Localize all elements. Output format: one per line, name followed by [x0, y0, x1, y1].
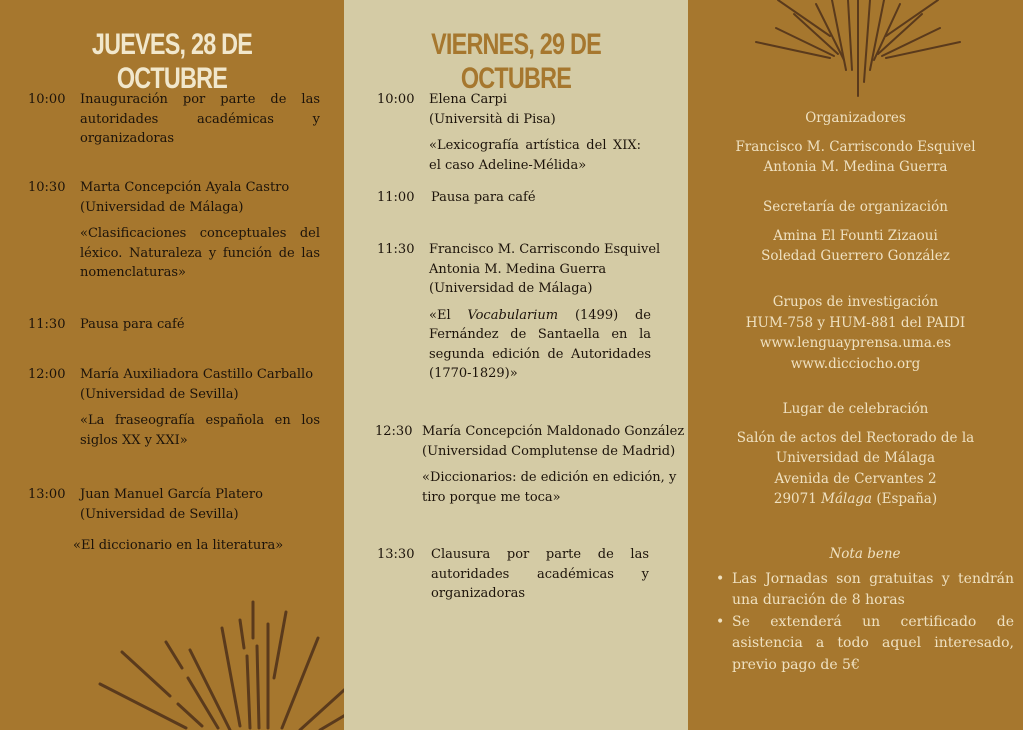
venue-section: [688, 399, 1023, 510]
speaker-name: María Auxiliadora Castillo Carballo: [80, 367, 314, 382]
speaker-name: Marta Concepción Ayala Castro: [80, 180, 290, 195]
thursday-title: JUEVES, 28 DE OCTUBRE: [91, 28, 253, 95]
entry-title: Pausa para café: [80, 317, 185, 332]
website-link[interactable]: www.lenguayprensa.uma.es: [759, 335, 952, 351]
talk-title: «La fraseografía española en los siglos XX y XXI»: [80, 413, 320, 448]
speaker-affiliation: (Universidad de Sevilla): [80, 386, 239, 402]
entry-time: 10:30: [28, 180, 66, 195]
entry-time: 11:30: [28, 317, 66, 332]
talk-title: «Diccionarios: de edición en edición, y tiro porque me toca»: [422, 470, 677, 505]
secretariat-section: [688, 197, 1023, 267]
venue-line: Avenida de Cervantes 2: [774, 470, 937, 487]
organizers-section: [688, 108, 1023, 178]
speaker-affiliation: (Universidad Complutense de Madrid): [422, 443, 676, 459]
entry-time: 10:00: [28, 92, 66, 107]
speaker-name: María Concepción Maldonado González: [422, 424, 685, 439]
section-heading: Lugar de celebración: [782, 401, 929, 417]
speaker-name: Elena Carpi: [429, 92, 507, 107]
speaker-affiliation: (Universidad de Málaga): [429, 281, 593, 296]
website-link[interactable]: www.dicciocho.org: [790, 355, 921, 372]
speaker-name: Antonia M. Medina Guerra: [429, 261, 607, 277]
venue-city: 29071 Málaga (España): [773, 491, 938, 507]
sunburst-decoration-top: [748, 0, 968, 100]
entry-time: 11:30: [377, 242, 415, 257]
speaker-name: Juan Manuel García Platero: [80, 487, 263, 502]
talk-title: «Clasificaciones conceptuales del léxico. Naturaleza y función de las nomenclaturas»: [80, 226, 320, 280]
note-item: • Se extenderá un certificado de asistencia a todo aquel interesado, previo pago de 5€: [716, 612, 1014, 677]
secretary-name: Amina El Founti Zizaoui: [773, 227, 938, 244]
nota-bene-section: [716, 544, 1014, 676]
speaker-affiliation: (Universidad de Málaga): [80, 199, 244, 215]
entry-time: 12:30: [375, 424, 413, 439]
entry-title: Clausura por parte de las autoridades académicas y organizadoras: [431, 547, 649, 601]
note-item: • Las Jornadas son gratuitas y tendrán una duración de 8 horas: [716, 569, 1014, 612]
group-codes: HUM-758 y HUM-881 del PAIDI: [745, 314, 966, 331]
talk-title: «El Vocabularium (1499) de Fernández de Santaella en la segunda edición de Autoridades (1770-1829)»: [429, 307, 651, 381]
section-heading: Grupos de investigación: [772, 294, 939, 310]
talk-title: «El diccionario en la literatura»: [73, 538, 284, 553]
organizer-name: Francisco M. Carriscondo Esquivel: [735, 138, 976, 155]
speaker-name: Francisco M. Carriscondo Esquivel: [429, 242, 661, 257]
section-heading: Nota bene: [829, 546, 901, 562]
entry-time: 11:00: [377, 190, 415, 205]
research-groups-section: [688, 292, 1023, 374]
entry-title: Pausa para café: [431, 190, 536, 205]
entry-time: 12:00: [28, 367, 66, 382]
venue-line: Universidad de Málaga: [775, 450, 936, 466]
secretary-name: Soledad Guerrero González: [761, 248, 950, 264]
entry-time: 13:30: [377, 547, 415, 562]
talk-title: «Lexicografía artística del XIX: el caso Adeline-Mélida»: [429, 138, 641, 173]
friday-column: [344, 0, 688, 730]
venue-line: Salón de actos del Rectorado de la: [736, 429, 975, 446]
info-column: [688, 0, 1023, 730]
entry-title: Inauguración por parte de las autoridades académicas y organizadoras: [80, 92, 320, 146]
friday-title: VIERNES, 29 DE OCTUBRE: [431, 28, 601, 95]
sunburst-decoration-bottom: [90, 598, 344, 730]
speaker-affiliation: (Universidad de Sevilla): [80, 506, 239, 522]
speaker-affiliation: (Università di Pisa): [429, 111, 556, 127]
organizer-name: Antonia M. Medina Guerra: [763, 159, 948, 175]
thursday-column: [0, 0, 344, 730]
section-heading: Secretaría de organización: [763, 199, 948, 215]
entry-time: 10:00: [377, 92, 415, 107]
entry-time: 13:00: [28, 487, 66, 502]
section-heading: Organizadores: [805, 110, 906, 126]
